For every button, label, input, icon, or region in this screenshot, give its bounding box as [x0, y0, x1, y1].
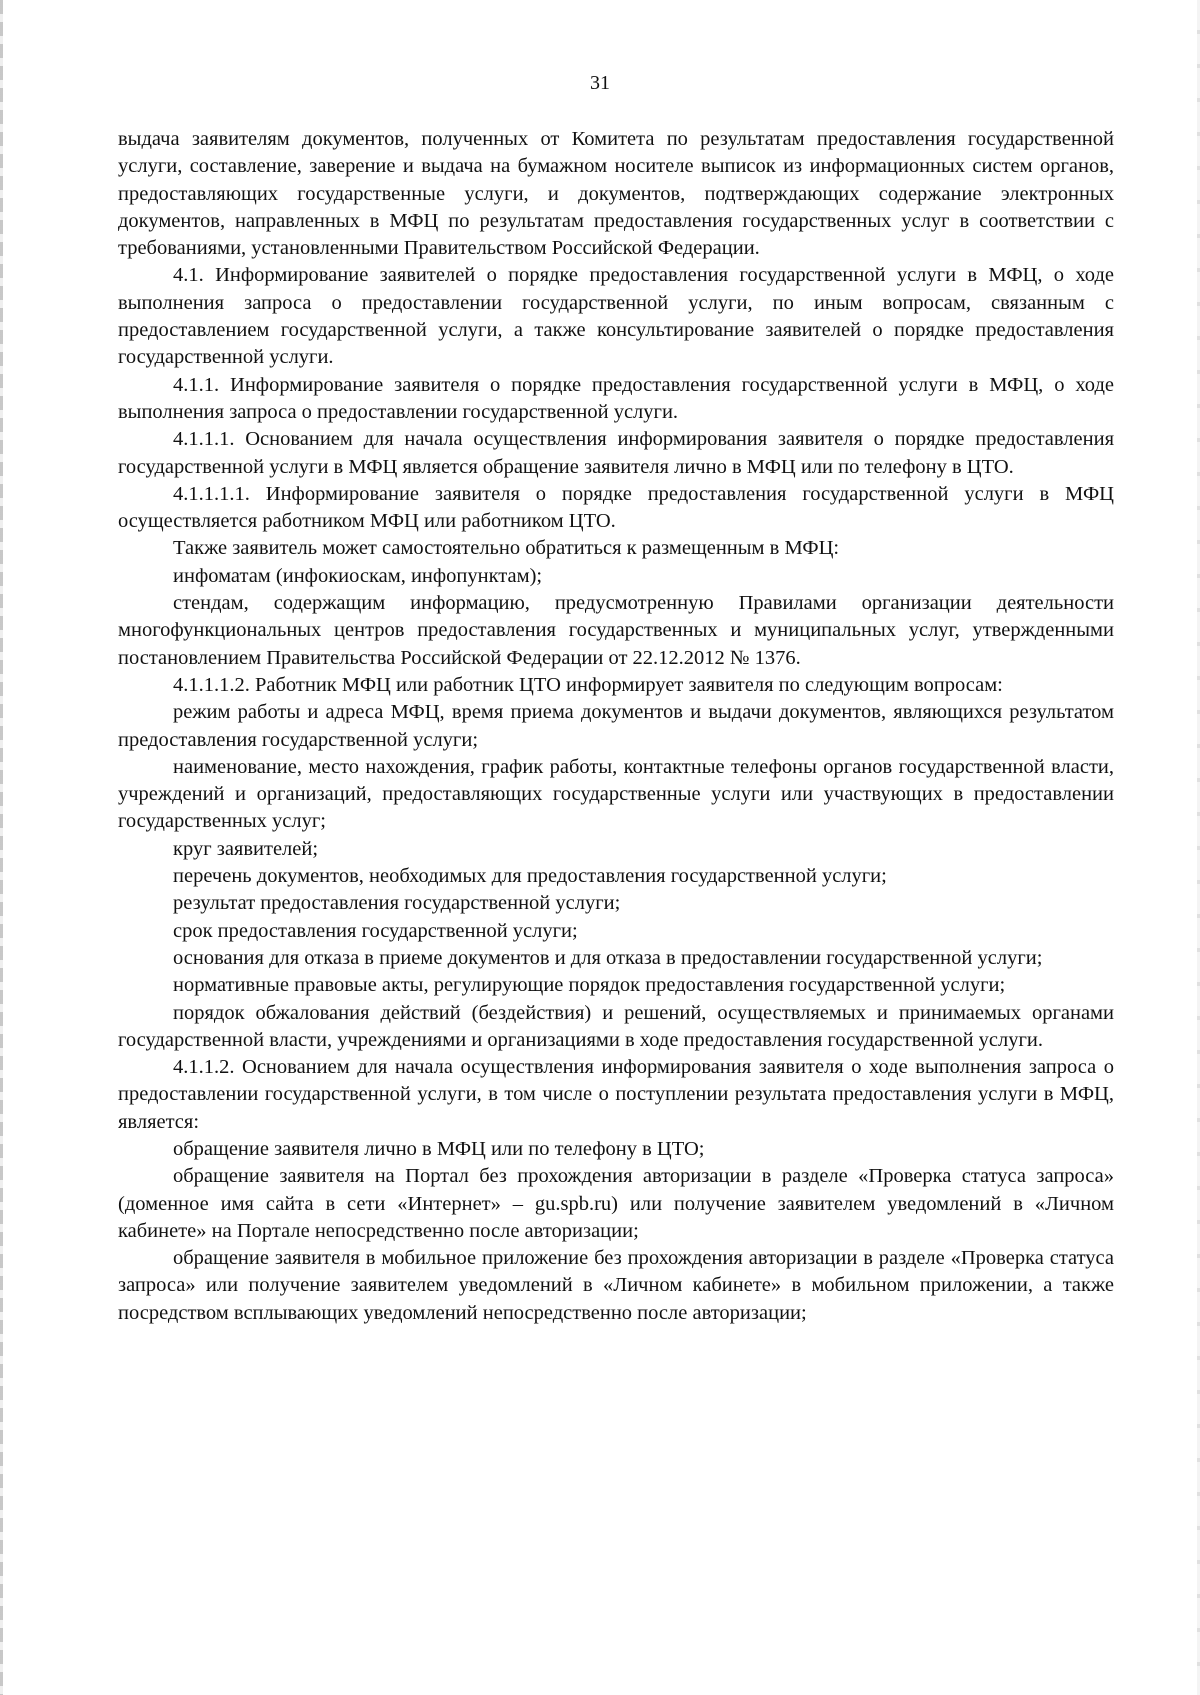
paragraph: 4.1.1.1. Основанием для начала осуществления информирования заявителя о порядке предоставления государственной услуги в МФЦ является обращение заявителя лично в МФЦ или по телефону в ЦТО. — [118, 428, 1114, 478]
paragraph: результат предоставления государственной услуги; — [173, 892, 621, 915]
paragraph: 4.1. Информирование заявителей о порядке предоставления государственной услуги в МФЦ, о ходе выполнения запроса о предоставлении государственной услуги, по иным вопросам, связанным с предоставлением государственной услуги, а также консультирование заявителей о порядке предоставления государственной услуги. — [118, 264, 1114, 369]
paragraph: круг заявителей; — [173, 837, 319, 860]
paragraph: 4.1.1. Информирование заявителя о порядке предоставления государственной услуги в МФЦ, о ходе выполнения запроса о предоставлении государственной услуги. — [118, 373, 1114, 423]
paragraph: обращение заявителя лично в МФЦ или по телефону в ЦТО; — [173, 1137, 705, 1160]
paragraph: выдача заявителям документов, полученных от Комитета по результатам предоставления государственной услуги, составление, заверение и выдача на бумажном носителе выписок из информационных систем органов, предоставляющих государственные услуги, и документов, подтверждающих содержание электронных документов, направленных в МФЦ по результатам предоставления государственных услуг в соответствии с требованиями, установленными Правительством Российской Федерации. — [118, 128, 1114, 260]
scan-edge-left — [0, 0, 3, 1695]
paragraph: порядок обжалования действий (бездействия) и решений, осуществляемых и принимаемых органами государственной власти, учреждениями и организациями в ходе предоставления государственной услуги. — [118, 1001, 1114, 1051]
paragraph: инфоматам (инфокиоскам, инфопунктам); — [173, 564, 543, 587]
paragraph: 4.1.1.1.1. Информирование заявителя о порядке предоставления государственной услуги в МФЦ осуществляется работником МФЦ или работником ЦТО. — [118, 482, 1114, 533]
paragraph: обращение заявителя в мобильное приложение без прохождения авторизации в разделе «Проверка статуса запроса» или получение заявителем уведомлений в «Личном кабинете» в мобильном приложении, а также посредством всплывающих уведомлений непосредственно после авторизации; — [118, 1247, 1114, 1324]
paragraph: нормативные правовые акты, регулирующие порядок предоставления государственной услуги; — [173, 974, 1006, 997]
paragraph: обращение заявителя на Портал без прохождения авторизации в разделе «Проверка статуса запроса» (доменное имя сайта в сети «Интернет» – gu.spb.ru) или получение заявителем уведомлений в «Личном кабинете» на Портале непосредственно после авторизации; — [118, 1165, 1114, 1242]
paragraph: режим работы и адреса МФЦ, время приема документов и выдачи документов, являющихся результатом предоставления государственной услуги; — [118, 701, 1114, 751]
paragraph: срок предоставления государственной услуги; — [173, 919, 578, 942]
page-number: 31 — [590, 72, 610, 94]
paragraph: основания для отказа в приеме документов и для отказа в предоставлении государственной услуги; — [173, 946, 1043, 969]
paragraph: стендам, содержащим информацию, предусмотренную Правилами организации деятельности многофункциональных центров предоставления государственных и муниципальных услуг, утвержденными постановлением Правительства Российской Федерации от 22.12.2012 № 1376. — [118, 592, 1114, 669]
document-body — [118, 126, 1114, 1327]
paragraph: 4.1.1.2. Основанием для начала осуществления информирования заявителя о ходе выполнения запроса о предоставлении государственной услуги, в том числе о поступлении результата предоставления услуги в МФЦ, является: — [118, 1056, 1114, 1133]
paragraph: Также заявитель может самостоятельно обратиться к размещенным в МФЦ: — [173, 537, 840, 560]
paragraph: перечень документов, необходимых для предоставления государственной услуги; — [173, 865, 887, 888]
paragraph: наименование, место нахождения, график работы, контактные телефоны органов государственной власти, учреждений и организаций, предоставляющих государственные услуги или участвующих в предоставлении государственных услуг; — [118, 755, 1114, 833]
paragraph: 4.1.1.1.2. Работник МФЦ или работник ЦТО информирует заявителя по следующим вопросам: — [173, 673, 1003, 696]
